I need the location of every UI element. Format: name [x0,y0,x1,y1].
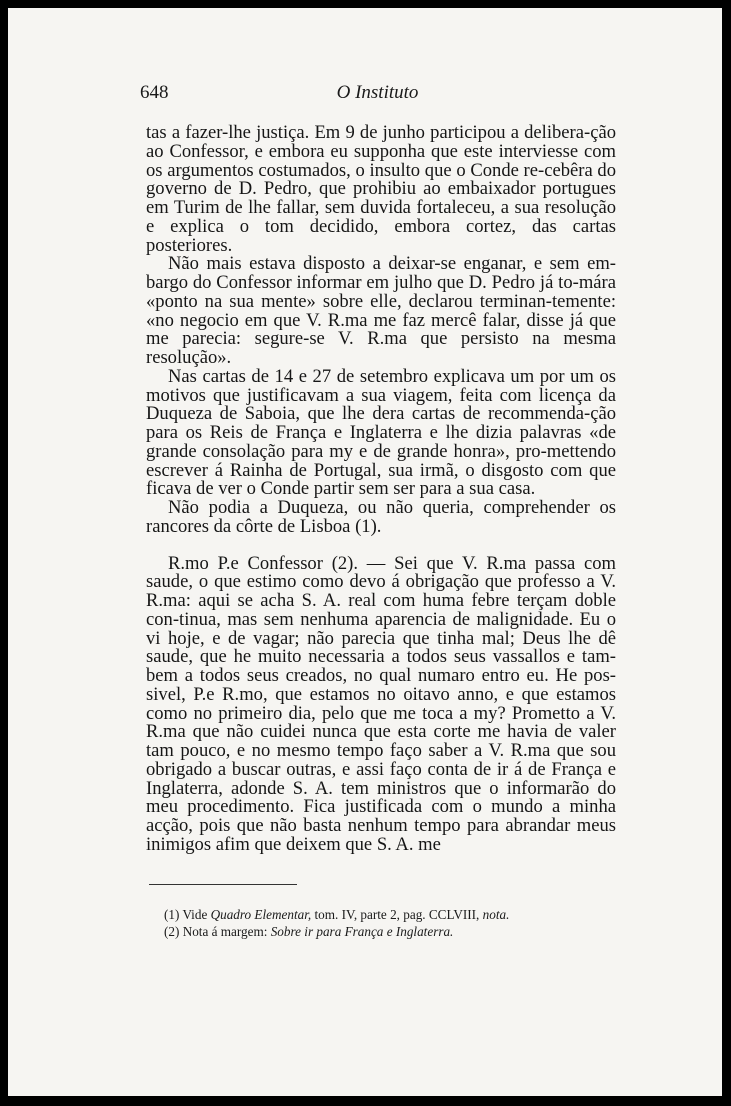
running-title: O Instituto [336,82,419,103]
footnote-1-reference: tom. IV, parte 2, pag. CCLVIII, [314,907,480,922]
footnotes [164,906,624,940]
page-number: 648 [140,82,169,103]
footnote-rule [149,884,297,885]
letter-paragraph: R.mo P.e Confessor (2). — Sei que V. R.ma passa com saude, o que estimo como devo á obrigação que professo a V. R.ma: aqui se acha S. A. real com huma febre terçam doble con-tinua, mas sem nenhuma aparencia de malignidade. Eu o vi hoje, e de vagar; não parecia que tinha mal; Deus lhe dê saude, que he muito necessaria a todos seus vassallos e tam-bem a todos seus creados, no qual numaro entro eu. He pos-sivel, P.e R.mo, que estamos no oitavo anno, e que estamos como no primeiro dia, pelo que me toca a my? Prometto a V. R.ma que não cuidei nunca que esta corte me havia de valer tam pouco, e no mesmo tempo faço saber a V. R.ma que sou obrigado a buscar outras, e assi faço conta de ir á de França e Inglaterra, adonde S. A. tem ministros que o informarão do meu procedimento. Fica justificada com o mundo a minha acção, pois que não basta nenhum tempo para abrandar meus inimigos afim que deixem que S. A. me [146,552,616,855]
page-header [140,82,615,106]
paragraph-2: Não mais estava disposto a deixar-se enganar, e sem em-bargo do Confessor informar em julho que D. Pedro já to-mára «ponto na sua mente» sobre elle, declarou terminan-temente: «no negocio em que V. R.ma me faz mercê falar, disse já que me parecia: segure-se V. R.ma que persisto na mesma resolução». [146,253,616,368]
paragraph-1: tas a fazer-lhe justiça. Em 9 de junho participou a delibera-ção ao Confessor, e embora eu supponha que este interviesse com os argumentos costumados, o insulto que o Conde re-cebêra do governo de D. Pedro, que prohibiu ao embaixador portugues em Turim de lhe fallar, sem duvida fortaleceu, a sua resolução e explica o tom decidido, embora cortez, das cartas posteriores. [146,122,616,256]
footnote-1-note: nota. [482,907,510,922]
footnote-2 [164,923,624,940]
footnote-1 [164,906,624,923]
footnote-2-prefix: Nota á margem: [182,924,268,939]
footnote-2-text: Sobre ir para França e Inglaterra. [270,924,454,939]
paragraph-3: Nas cartas de 14 e 27 de setembro explicava um por um os motivos que justificavam a sua viagem, feita com licença da Duqueza de Saboia, que lhe dera cartas de recommenda-ção para os Reis de França e Inglaterra e lhe dizia palavras «de grande consolação para my e de grande honra», pro-mettendo escrever á Rainha de Portugal, sua irmã, o disgosto com que ficava de ver o Conde partir sem ser para a sua casa. [146,365,616,500]
footnote-1-prefix: Vide [182,907,208,922]
footnote-1-title: Quadro Elementar, [210,907,312,922]
main-text [146,124,616,855]
paragraph-4: Não podia a Duqueza, ou não queria, comprehender os rancores da côrte de Lisboa (1). [146,497,616,537]
footnote-2-mark: (2) [164,924,180,939]
footnote-1-mark: (1) [164,907,180,922]
